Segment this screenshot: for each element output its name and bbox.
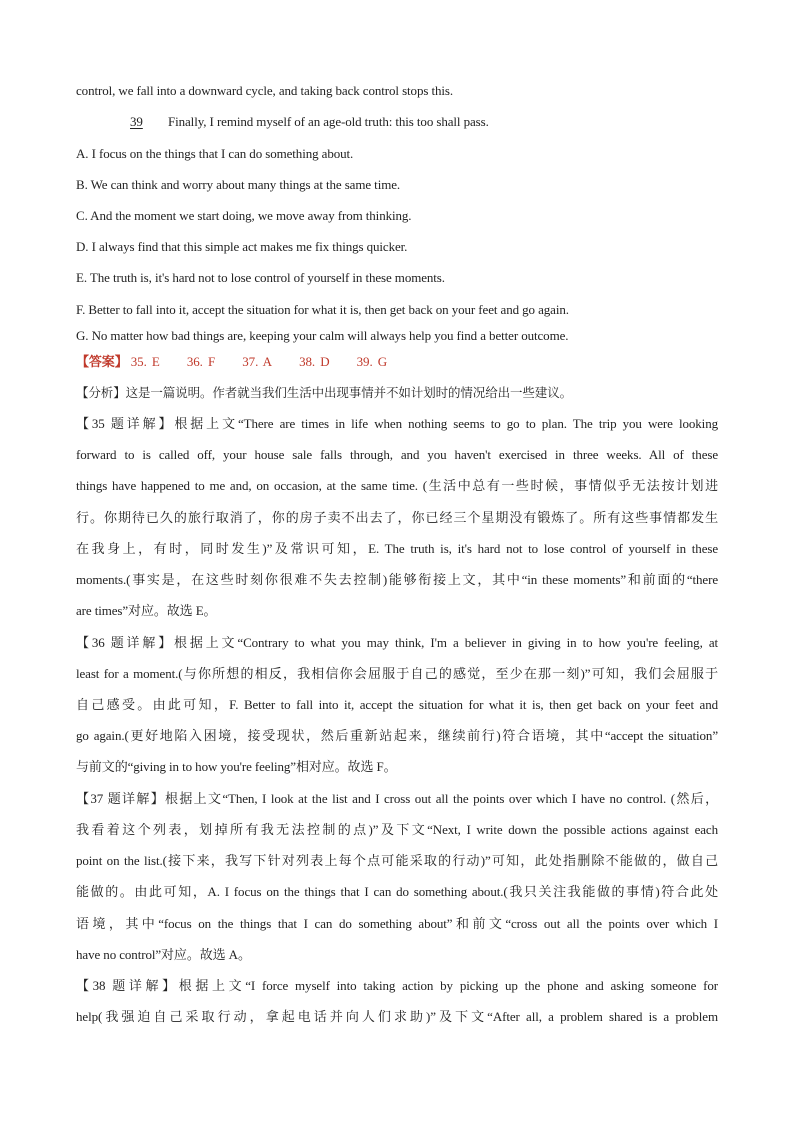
explanation-line: 【37 题详解】根据上文“Then, I look at the list and I cross out all the points over which I have no control. (然后， — [76, 791, 718, 806]
explanation-line: 语境，其中“focus on the things that I can do something about”和前文“cross out all the points over which I — [76, 916, 718, 931]
analysis-line: 【分析】这是一篇说明。作者就当我们生活中出现事情并不如计划时的情况给出一些建议。 — [76, 385, 573, 400]
question-39-text: Finally, I remind myself of an age-old truth: this too shall pass. — [167, 114, 489, 129]
option-c: C. And the moment we start doing, we move away from thinking. — [76, 208, 412, 223]
option-b: B. We can think and worry about many things at the same time. — [76, 177, 401, 192]
option-a: A. I focus on the things that I can do something about. — [76, 146, 354, 161]
option-f: F. Better to fall into it, accept the situation for what it is, then get back on your feet and go again. — [76, 302, 569, 317]
blank-39: 39 — [130, 114, 143, 129]
paragraph-continuation: control, we fall into a downward cycle, and taking back control stops this. — [76, 83, 453, 98]
answer-35: 35. E — [130, 354, 160, 369]
answer-label: 【答案】 — [76, 354, 128, 369]
explanation-line: 与前文的“giving in to how you're feeling”相对应。故选 F。 — [76, 759, 397, 774]
answer-line — [76, 353, 409, 371]
option-e: E. The truth is, it's hard not to lose control of yourself in these moments. — [76, 270, 445, 285]
explanation-line: moments.(事实是，在这些时刻你很难不失去控制)能够衔接上文，其中“in these moments”和前面的“there — [76, 572, 718, 587]
explanation-line: 在我身上，有时，同时发生)”及常识可知，E. The truth is, it's hard not to lose control of yourself in these — [76, 541, 718, 556]
explanation-line: 行。你期待已久的旅行取消了，你的房子卖不出去了，你已经三个星期没有锻炼了。所有这些事情都发生 — [76, 510, 718, 525]
explanation-line: help(我强迫自己采取行动，拿起电话并向人们求助)”及下文“After all, a problem shared is a problem — [76, 1009, 718, 1024]
explanation-line: 【36 题详解】根据上文“Contrary to what you may think, I'm a believer in giving in to how you're feeling, at — [76, 635, 718, 650]
answer-37: 37. A — [242, 354, 272, 369]
explanation-line: 我看着这个列表，划掉所有我无法控制的点)”及下文“Next, I write down the possible actions against each — [76, 822, 718, 837]
explanation-line: things have happened to me and, on occasion, at the same time. (生活中总有一些时候，事情似乎无法按计划进 — [76, 478, 718, 493]
explanation-line: 自己感受。由此可知，F. Better to fall into it, accept the situation for what it is, then get back on your feet and — [76, 697, 718, 712]
option-d: D. I always find that this simple act makes me fix things quicker. — [76, 239, 408, 254]
explanation-line: are times”对应。故选 E。 — [76, 603, 217, 618]
explanation-line: 能做的。由此可知，A. I focus on the things that I can do something about.(我只关注我能做的事情)符合此处 — [76, 884, 718, 899]
answer-values — [131, 354, 409, 369]
explanation-line: forward to is called off, your house sale falls through, and you haven't exercised in three weeks. All of these — [76, 447, 718, 462]
explanation-line: go again.(更好地陷入困境，接受现状，然后重新站起来，继续前行)符合语境，其中“accept the situation” — [76, 728, 718, 743]
option-g: G. No matter how bad things are, keeping your calm will always help you find a better outcome. — [76, 328, 569, 343]
explanation-line: 【35 题详解】根据上文“There are times in life when nothing seems to go to plan. The trip you were looking — [76, 416, 718, 431]
explanation-line: point on the list.(接下来，我写下针对列表上每个点可能采取的行动)”可知，此处指删除不能做的，做自己 — [76, 853, 718, 868]
answer-38: 38. D — [299, 354, 330, 369]
explanation-line: least for a moment.(与你所想的相反，我相信你会屈服于自己的感觉，至少在那一刻)”可知，我们会屈服于 — [76, 666, 718, 681]
answer-36: 36. F — [186, 354, 216, 369]
explanation-line: have no control”对应。故选 A。 — [76, 947, 251, 962]
answer-39: 39. G — [356, 354, 388, 369]
explanation-line: 【38 题详解】根据上文“I force myself into taking action by picking up the phone and asking someone for — [76, 978, 718, 993]
question-39 — [76, 113, 489, 131]
